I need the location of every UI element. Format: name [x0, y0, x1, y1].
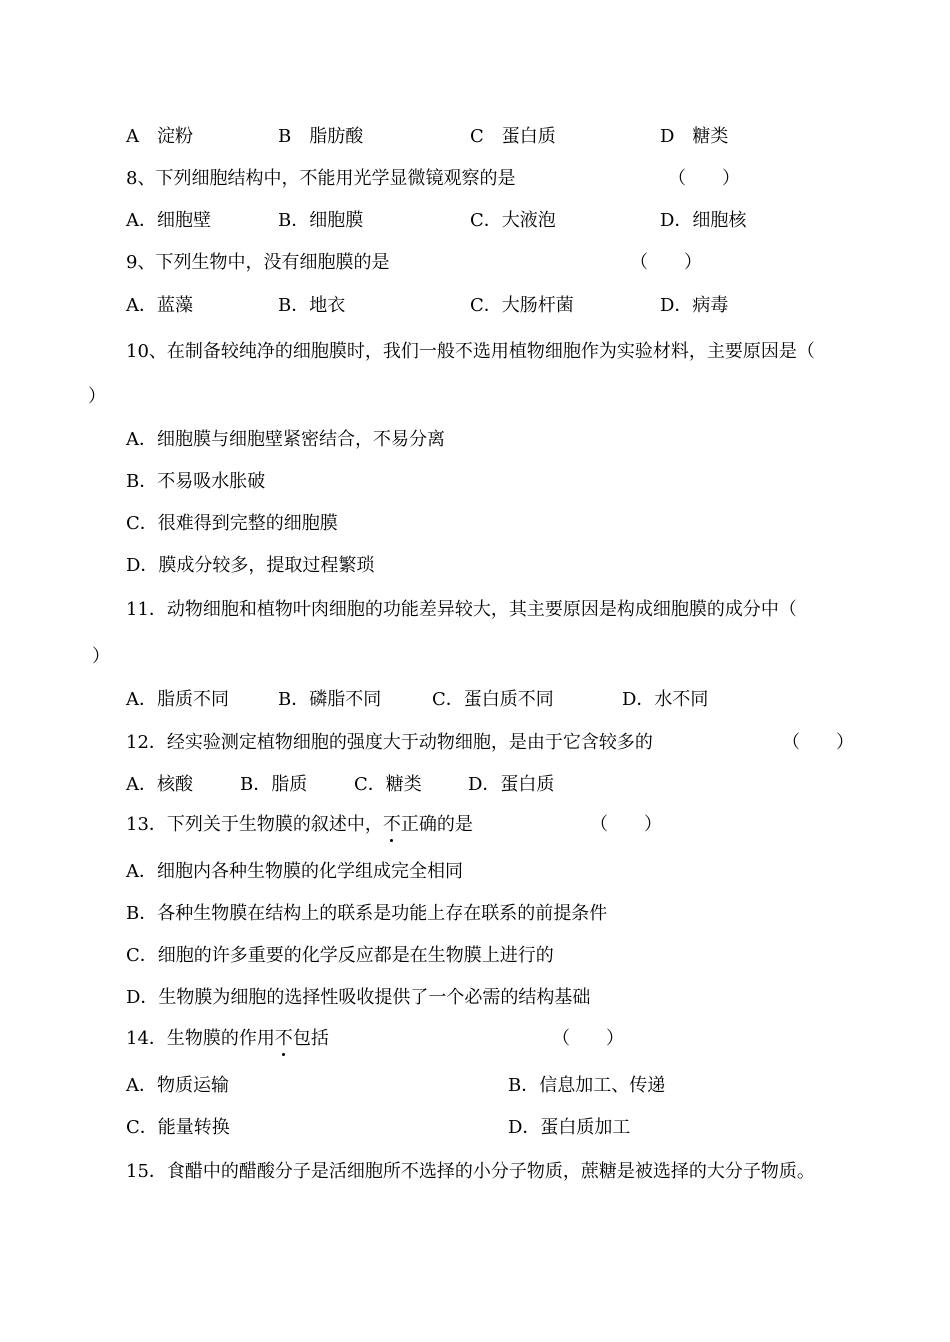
stem-text: 包括 [292, 1028, 329, 1049]
option-a: A．物质运输 [126, 1075, 229, 1096]
option-d: D．病毒 [660, 295, 729, 316]
stem-text: 13．下列关于生物膜的叙述中， [126, 814, 383, 835]
option-c: C．大液泡 [470, 210, 556, 231]
emphasis-dot-text: 不 [382, 814, 401, 835]
option-d: D 糖类 [660, 126, 729, 147]
option-b: B．磷脂不同 [278, 689, 382, 710]
option-d: D．蛋白质加工 [508, 1117, 631, 1138]
option-c: C．大肠杆菌 [470, 295, 574, 316]
option-a: A．核酸 [126, 774, 193, 795]
option-b: B．各种生物膜在结构上的联系是功能上存在联系的前提条件 [126, 903, 608, 924]
option-c: C．蛋白质不同 [432, 689, 554, 710]
question-stem: 12．经实验测定植物细胞的强度大于动物细胞，是由于它含较多的 [126, 732, 653, 753]
option-b: B．信息加工、传递 [508, 1075, 666, 1096]
option-d: D．生物膜为细胞的选择性吸收提供了一个必需的结构基础 [126, 987, 591, 1008]
option-a: A 淀粉 [126, 126, 193, 147]
question-stem: 9、下列生物中，没有细胞膜的是 [126, 252, 390, 273]
option-c: C．能量转换 [126, 1117, 230, 1138]
option-d: D．水不同 [622, 689, 709, 710]
option-a: A．细胞内各种生物膜的化学组成完全相同 [126, 861, 463, 882]
question-stem: 15．食醋中的醋酸分子是活细胞所不选择的小分子物质，蔗糖是被选择的大分子物质。 [126, 1161, 815, 1182]
stem-text: 14．生物膜的作用 [126, 1028, 275, 1049]
option-a: A．脂质不同 [126, 689, 229, 710]
question-stem: 11．动物细胞和植物叶肉细胞的功能差异较大，其主要原因是构成细胞膜的成分中（ [126, 599, 797, 620]
answer-blank: （ ） [668, 168, 740, 189]
answer-blank: （ ） [552, 1028, 624, 1049]
question-stem [126, 813, 473, 837]
option-c: C．细胞的许多重要的化学反应都是在生物膜上进行的 [126, 945, 554, 966]
option-b: B 脂肪酸 [278, 126, 364, 147]
option-c: C．很难得到完整的细胞膜 [126, 513, 338, 534]
answer-blank: （ ） [782, 732, 854, 753]
option-a: A．细胞壁 [126, 210, 211, 231]
option-b: B．脂质 [240, 774, 308, 795]
emphasis-dot-text: 不 [274, 1028, 293, 1049]
option-d: D．蛋白质 [468, 774, 555, 795]
option-d: D．细胞核 [660, 210, 747, 231]
answer-blank: （ ） [590, 814, 662, 835]
option-b: B．不易吸水胀破 [126, 471, 266, 492]
option-c: C 蛋白质 [470, 126, 556, 147]
option-a: A．蓝藻 [126, 295, 193, 316]
stem-text: 正确的是 [400, 814, 473, 835]
question-stem: 8、下列细胞结构中，不能用光学显微镜观察的是 [126, 168, 516, 189]
question-stem-continuation: ） [88, 386, 106, 407]
question-stem-continuation: ） [92, 646, 110, 667]
question-stem: 10、在制备较纯净的细胞膜时，我们一般不选用植物细胞作为实验材料，主要原因是（ [126, 341, 815, 362]
question-stem [126, 1027, 329, 1051]
option-b: B．细胞膜 [278, 210, 364, 231]
option-b: B．地衣 [278, 295, 346, 316]
option-c: C．糖类 [354, 774, 422, 795]
option-a: A．细胞膜与细胞壁紧密结合，不易分离 [126, 429, 445, 450]
option-d: D．膜成分较多，提取过程繁琐 [126, 555, 375, 576]
answer-blank: （ ） [630, 252, 702, 273]
